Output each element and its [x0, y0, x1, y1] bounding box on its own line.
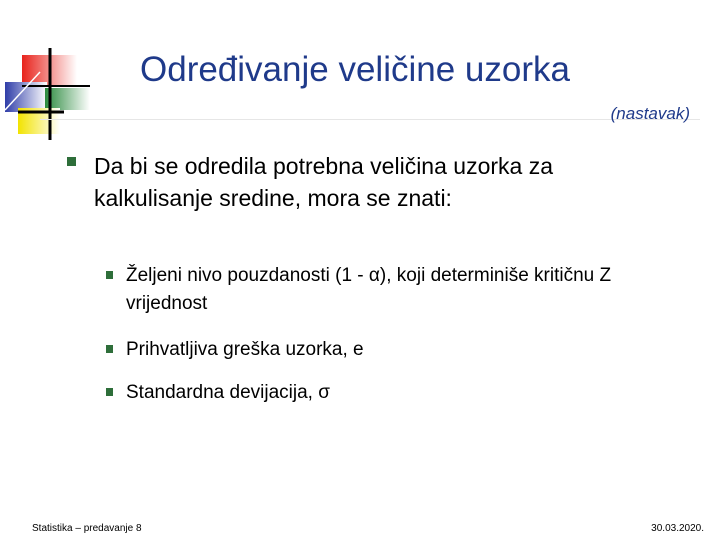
footer-date: 30.03.2020. [651, 523, 704, 534]
slide-subtitle: (nastavak) [610, 104, 690, 123]
sub-bullet-error: Prihvatljiva greška uzorka, e [126, 339, 364, 360]
footer-course: Statistika – predavanje 8 [32, 523, 142, 534]
slide-title: Određivanje veličine uzorka [140, 50, 570, 89]
sub-bullet-marker [106, 345, 113, 353]
main-bullet: Da bi se odredila potrebna veličina uzorka za kalkulisanje sredine, mora se znati: [94, 153, 553, 211]
logo-green-square [45, 88, 90, 110]
bullet-marker [67, 157, 76, 166]
sub-bullet-stddev: Standardna devijacija, σ [126, 382, 330, 403]
title-divider [40, 119, 700, 120]
sub-bullet-marker [106, 388, 113, 396]
sub-bullet-marker [106, 271, 113, 279]
sub-bullet-confidence: Željeni nivo pouzdanosti (1 - α), koji determiniše kritičnu Z vrijednost [126, 265, 612, 314]
